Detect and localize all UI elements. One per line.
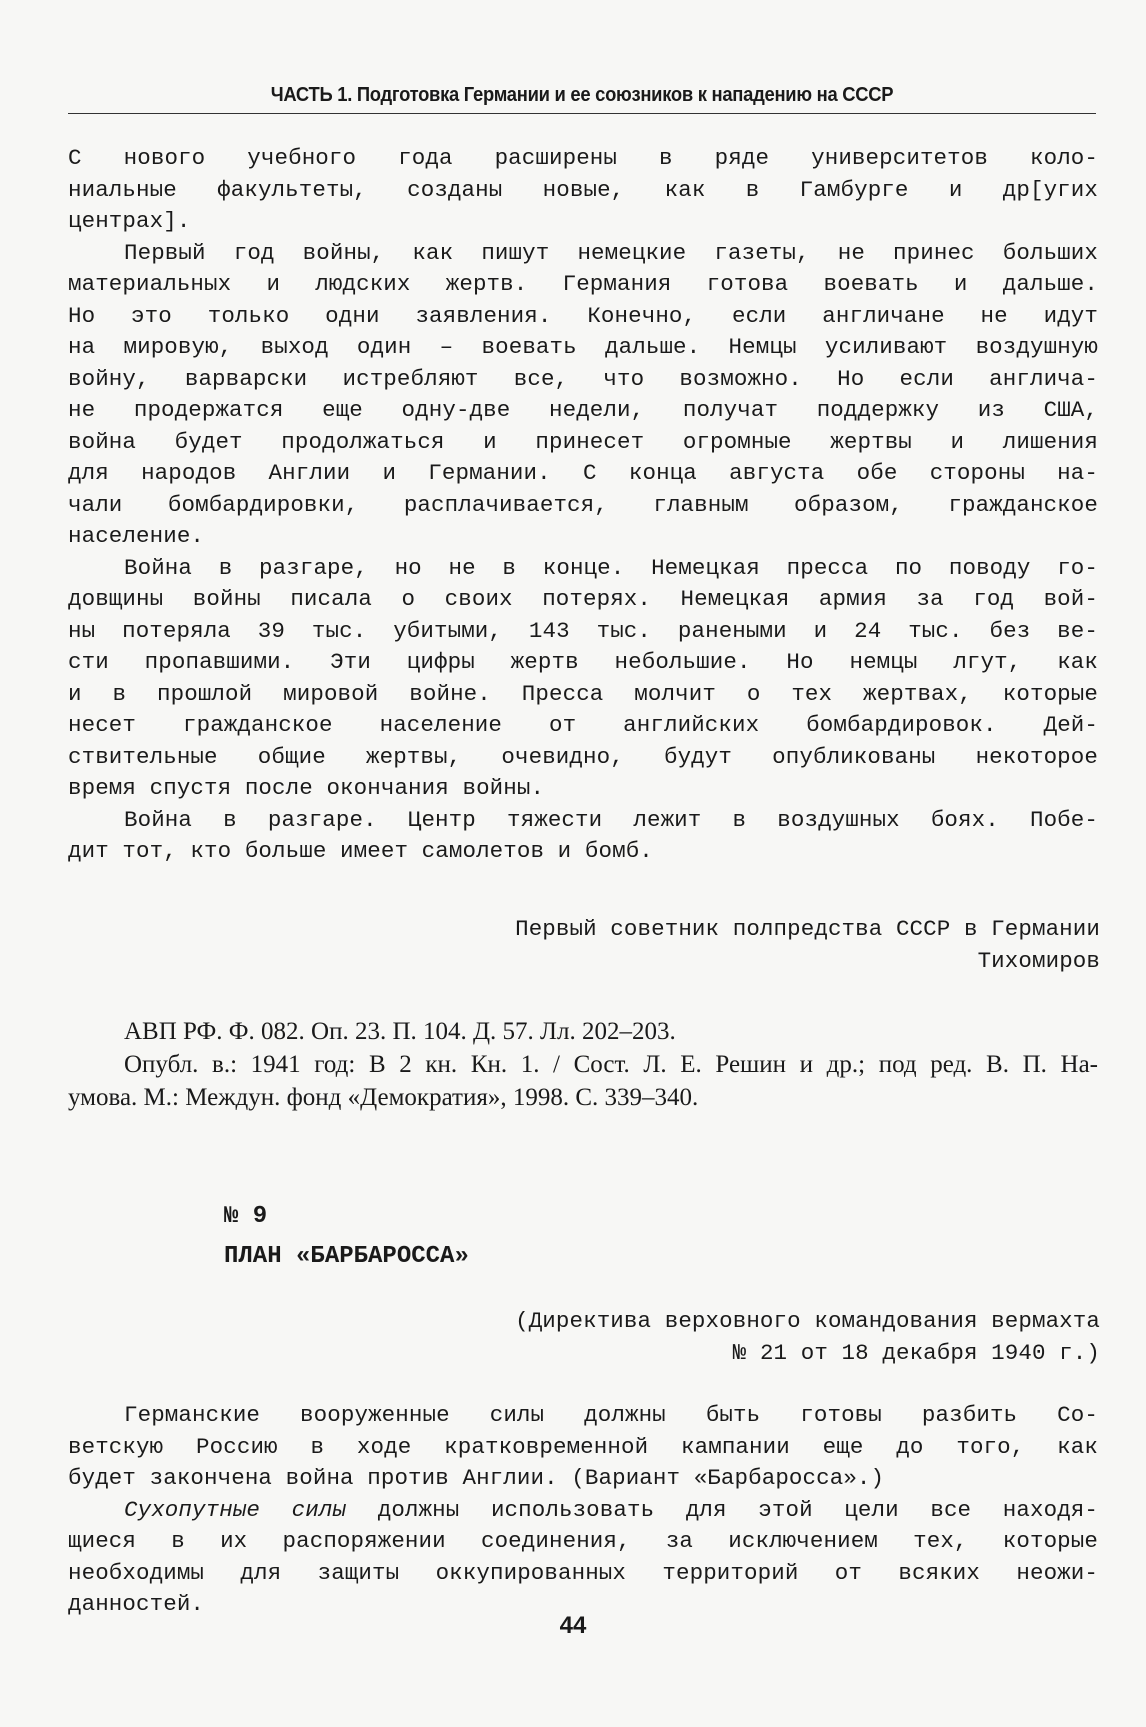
text-line: С нового учебного года расширены в ряде университетов коло-	[68, 145, 1098, 171]
text-line: для народов Англии и Германии. С конца августа обе стороны на-	[68, 460, 1098, 486]
document-number: № 9	[224, 1203, 268, 1230]
text-line: Первый год войны, как пишут немецкие газеты, не принес больших	[124, 239, 1098, 266]
signature-name: Тихомиров	[977, 948, 1100, 974]
text-line: Но это только одни заявления. Конечно, если англичане не идут	[68, 302, 1098, 329]
document-subtitle-line: № 21 от 18 декабря 1940 г.)	[732, 1340, 1100, 1366]
text-line: сти пропавшими. Эти цифры жертв небольшие. Но немцы лгут, как	[68, 649, 1098, 675]
text-line: не продержатся еще одну-две недели, получат поддержку из США,	[68, 397, 1098, 423]
text-line: центрах].	[68, 208, 191, 234]
text-line: войну, варварски истребляют все, что возможно. Но если англича-	[68, 365, 1098, 392]
text-line: население.	[68, 523, 205, 549]
text-line: Германские вооруженные силы должны быть готовы разбить Со-	[124, 1402, 1098, 1428]
running-header: ЧАСТЬ 1. Подготовка Германии и ее союзников к нападению на СССР	[270, 84, 894, 106]
text-line: материальных и людских жертв. Германия готова воевать и дальше.	[68, 271, 1098, 297]
text-line: и в прошлой мировой войне. Пресса молчит о тех жертвах, которые	[68, 680, 1098, 707]
text-line: дит тот, кто больше имеет самолетов и бомб.	[68, 838, 653, 864]
text-line: ниальные факультеты, созданы новые, как в Гамбурге и др[угих	[68, 176, 1098, 203]
text-line: на мировую, выход один – воевать дальше. Немцы усиливают воздушную	[68, 334, 1098, 360]
text-line: довщины войны писала о своих потерях. Немецкая армия за год вой-	[68, 586, 1098, 612]
text-line: несет гражданское население от английских бомбардировок. Дей-	[68, 712, 1098, 738]
page-number: 44	[559, 1612, 587, 1639]
publication-reference-line: Опубл. в.: 1941 год: В 2 кн. Кн. 1. / Сост. Л. Е. Решин и др.; под ред. В. П. На-	[124, 1051, 1098, 1078]
text-line: ны потеряла 39 тыс. убитыми, 143 тыс. ранеными и 24 тыс. без ве-	[68, 617, 1098, 644]
document-title: ПЛАН «БАРБАРОССА»	[224, 1243, 469, 1270]
archive-reference: АВП РФ. Ф. 082. Оп. 23. П. 104. Д. 57. Лл. 202–203.	[124, 1018, 676, 1045]
text-line: щиеся в их распоряжении соединения, за исключением тех, которые	[68, 1528, 1098, 1554]
text-line: время спустя после окончания войны.	[68, 775, 545, 801]
italic-term: Сухопутные силы	[124, 1496, 347, 1523]
text-line: необходимы для защиты оккупированных территорий от всяких неожи-	[68, 1559, 1098, 1586]
text-line: Война в разгаре, но не в конце. Немецкая пресса по поводу го-	[124, 554, 1098, 581]
text-line: Война в разгаре. Центр тяжести лежит в воздушных боях. Побе-	[124, 806, 1098, 833]
text-line: война будет продолжаться и принесет огромные жертвы и лишения	[68, 428, 1098, 455]
header-rule	[68, 113, 1096, 114]
source-notes	[68, 1015, 1098, 1114]
text-line: будет закончена война против Англии. (Вариант «Барбаросса».)	[68, 1465, 885, 1491]
text-fragment: должны использовать для этой цели все находя-	[346, 1496, 1098, 1523]
publication-reference-line: умова. М.: Междун. фонд «Демократия», 1998. С. 339–340.	[68, 1084, 699, 1111]
document-9-body	[68, 1400, 1098, 1621]
document-subtitle-line: (Директива верховного командования вермахта	[515, 1308, 1100, 1334]
text-line: ветскую Россию в ходе кратковременной кампании еще до того, как	[68, 1433, 1098, 1460]
document-8-body	[68, 143, 1098, 868]
text-line: чали бомбардировки, расплачивается, главным образом, гражданское	[68, 491, 1098, 518]
text-line: ствительные общие жертвы, очевидно, будут опубликованы некоторое	[68, 743, 1098, 770]
text-line: данностей.	[68, 1591, 205, 1617]
text-line	[68, 1495, 1098, 1527]
signature-position: Первый советник полпредства СССР в Германии	[515, 916, 1100, 942]
